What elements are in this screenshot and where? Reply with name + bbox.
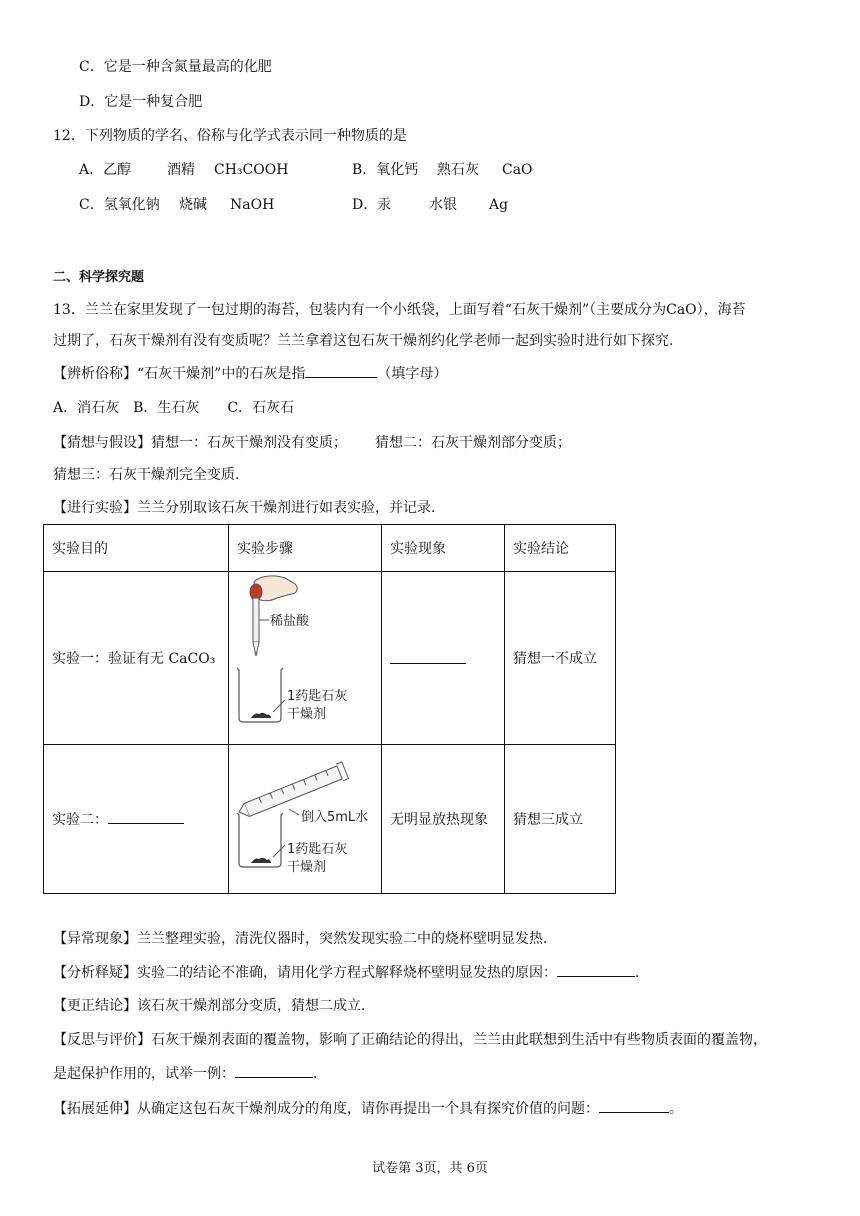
table-header-row: [44, 525, 616, 572]
q13-intro-1: 13．兰兰在家里发现了一包过期的海苔，包装内有一个小纸袋，上面写着“石灰干燥剂”（主要成分为CaO），海苔: [53, 302, 746, 318]
q13-intro-2: 过期了，石灰干燥剂有没有变质呢？兰兰拿着这包石灰干燥剂约化学老师一起到实验时进行如下探究．: [53, 333, 683, 349]
analysis-period: ．: [635, 965, 649, 981]
q13-hypothesis: [53, 433, 571, 453]
q12-d-formula: Ag: [489, 197, 509, 213]
extend-text: 从确定这包石灰干燥剂成分的角度，请你再提出一个具有探究价值的问题：: [137, 1101, 599, 1117]
water-label: 倒入5mL水: [301, 810, 369, 825]
row2-steps: [229, 745, 382, 894]
extend-blank[interactable]: [599, 1098, 669, 1113]
row1-conclusion: 猜想一不成立: [505, 572, 616, 745]
sample-label-2: 干燥剂: [287, 860, 327, 875]
correct-label: 【更正结论】: [53, 998, 137, 1014]
q12-a-name: A．乙醇: [79, 162, 132, 178]
table-row-experiment-2: [44, 745, 616, 894]
analysis-label: 【分析释疑】: [53, 965, 137, 981]
row2-phenomenon: 无明显放热现象: [382, 745, 505, 894]
q13-identify-options: A．消石灰 B．生石灰 C．石灰石: [53, 400, 295, 416]
identify-blank[interactable]: [305, 363, 377, 378]
row2-conclusion: 猜想三成立: [505, 745, 616, 894]
reflect-period: ．: [313, 1066, 327, 1082]
sample-label-1: 1药匙石灰: [287, 689, 348, 704]
q13-reflect: [53, 1030, 767, 1050]
q13-analysis: [53, 962, 649, 983]
row2-purpose-blank[interactable]: [108, 809, 184, 824]
header-conclusion: 实验结论: [505, 525, 616, 572]
row2-purpose: [44, 745, 229, 894]
header-purpose: 实验目的: [44, 525, 229, 572]
q12-option-d: [352, 195, 509, 215]
q12-c-name: C．氢氧化钠: [79, 197, 160, 213]
section-title: 二、科学探究题: [53, 270, 145, 285]
q12-option-c: [79, 195, 275, 215]
analysis-text: 实验二的结论不准确，请用化学方程式解释烧杯壁明显发热的原因：: [137, 965, 557, 981]
q12-option-a: [79, 160, 289, 180]
correct-text: 该石灰干燥剂部分变质，猜想二成立．: [137, 998, 375, 1014]
dropper-tube-icon: [253, 598, 259, 642]
identify-hint: （填字母）: [377, 366, 448, 382]
q11-option-d: D．它是一种复合肥: [79, 94, 203, 110]
identify-label: 【辨析俗称】: [53, 366, 137, 382]
q12-d-common: 水银: [429, 197, 457, 213]
row1-purpose: 实验一：验证有无 CaCO₃: [44, 572, 229, 745]
q12-b-formula: CaO: [502, 162, 533, 178]
abnormal-text: 兰兰整理实验，清洗仪器时，突然发现实验二中的烧杯壁明显发热．: [137, 931, 557, 947]
sample-label-1: 1药匙石灰: [287, 842, 348, 857]
q12-b-common: 熟石灰: [437, 162, 479, 178]
q13-correct: [53, 996, 375, 1016]
hypothesis-label: 【猜想与假设】: [53, 435, 151, 451]
sample-label-2: 干燥剂: [287, 707, 327, 722]
q12-stem: 12．下列物质的学名、俗称与化学式表示同一种物质的是: [53, 128, 407, 144]
q12-a-formula: CH₃COOH: [214, 162, 289, 178]
experiment-label: 【进行实验】: [53, 500, 137, 516]
q13-experiment: [53, 498, 445, 518]
extend-end-mark: 。: [669, 1101, 683, 1117]
hypothesis-2: 猜想二：石灰干燥剂部分变质；: [375, 435, 571, 451]
q12-d-name: D．汞: [352, 197, 392, 213]
q12-option-b: [352, 160, 533, 180]
q13-reflect-2: [53, 1063, 327, 1084]
q13-identify: [53, 363, 447, 384]
row1-steps: [229, 572, 382, 745]
reflect-text: 石灰干燥剂表面的覆盖物，影响了正确结论的得出，兰兰由此联想到生活中有些物质表面的覆盖物，: [151, 1032, 767, 1048]
q12-c-formula: NaOH: [230, 197, 275, 213]
page-footer: 试卷第 3页，共 6页: [372, 1161, 488, 1176]
experiment-text: 兰兰分别取该石灰干燥剂进行如表实验，并记录．: [137, 500, 445, 516]
dropper-beaker-diagram: [229, 572, 382, 740]
sample-icon: [251, 713, 271, 718]
q11-option-c: C．它是一种含氮量最高的化肥: [79, 59, 272, 75]
header-steps: 实验步骤: [229, 525, 382, 572]
q12-c-common: 烧碱: [179, 197, 207, 213]
reflect-text-2: 是起保护作用的，试举一例：: [53, 1066, 235, 1082]
reagent-label: 稀盐酸: [270, 614, 310, 629]
row1-phenomenon: [382, 572, 505, 745]
abnormal-label: 【异常现象】: [53, 931, 137, 947]
q13-extend: [53, 1098, 683, 1119]
sample-icon: [251, 858, 271, 863]
table-row-experiment-1: [44, 572, 616, 745]
hypothesis-3: 猜想三：石灰干燥剂完全变质．: [53, 467, 249, 483]
analysis-blank[interactable]: [557, 962, 635, 977]
header-phenomenon: 实验现象: [382, 525, 505, 572]
experiment-table: [43, 524, 616, 894]
cylinder-beaker-diagram: [229, 745, 382, 889]
q12-b-name: B．氧化钙: [352, 162, 419, 178]
extend-label: 【拓展延伸】: [53, 1101, 137, 1117]
row1-phenomenon-blank[interactable]: [390, 649, 466, 664]
reflect-label: 【反思与评价】: [53, 1032, 151, 1048]
q13-abnormal: [53, 929, 557, 949]
hypothesis-1: 猜想一：石灰干燥剂没有变质；: [151, 435, 347, 451]
q12-a-common: 酒精: [167, 162, 195, 178]
row2-purpose-text: 实验二：: [52, 812, 108, 828]
identify-text: “石灰干燥剂”中的石灰是指: [137, 366, 306, 382]
reflect-blank[interactable]: [235, 1063, 313, 1078]
